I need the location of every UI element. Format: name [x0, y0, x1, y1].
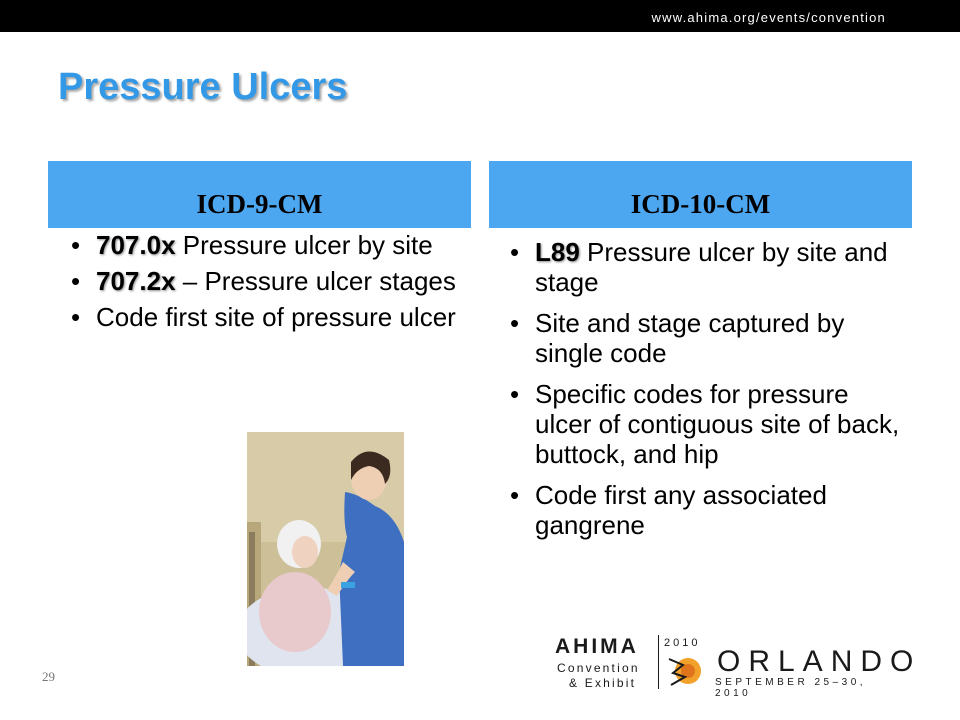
list-item: [500, 379, 900, 469]
icd10-bullet-list: [500, 237, 900, 551]
convention-url: www.ahima.org/events/convention: [651, 10, 886, 25]
bullet-text: Code first any associated gangrene: [535, 480, 827, 540]
logo-divider: [658, 635, 659, 689]
code-label: 707.2x: [96, 266, 176, 296]
logo-ahima: AHIMA: [555, 635, 639, 658]
sun-emblem-icon: [665, 653, 711, 689]
list-item: [61, 302, 466, 332]
logo-convention: Convention: [557, 661, 640, 675]
logo-exhibit: & Exhibit: [569, 676, 637, 690]
bullet-text: – Pressure ulcer stages: [175, 266, 456, 296]
list-item: [61, 266, 466, 296]
logo-dates: SEPTEMBER 25–30, 2010: [715, 677, 867, 699]
logo-year: 2010: [664, 637, 701, 649]
nurse-patient-photo: [247, 432, 404, 666]
list-item: [500, 480, 900, 540]
icd9-bullet-list: [61, 230, 466, 338]
bullet-text: Pressure ulcer by site: [175, 230, 433, 260]
slide-title: Pressure Ulcers: [58, 66, 348, 108]
bullet-text: Pressure ulcer by site and stage: [535, 237, 888, 297]
icd10-column-header: ICD-10-CM: [489, 161, 912, 228]
bullet-text: Specific codes for pressure ulcer of contiguous site of back, buttock, and hip: [535, 379, 900, 469]
code-label: L89: [535, 237, 580, 267]
slide-number: 29: [42, 669, 55, 684]
code-label: 707.0x: [96, 230, 176, 260]
bullet-text: Code first site of pressure ulcer: [96, 302, 456, 332]
list-item: [500, 237, 900, 297]
ahima-convention-logo: [555, 633, 922, 699]
icd9-column-header: ICD-9-CM: [48, 161, 471, 228]
top-bar: [0, 0, 960, 32]
list-item: [500, 308, 900, 368]
bullet-text: Site and stage captured by single code: [535, 308, 845, 368]
logo-city: ORLANDO: [717, 645, 922, 678]
list-item: [61, 230, 466, 260]
